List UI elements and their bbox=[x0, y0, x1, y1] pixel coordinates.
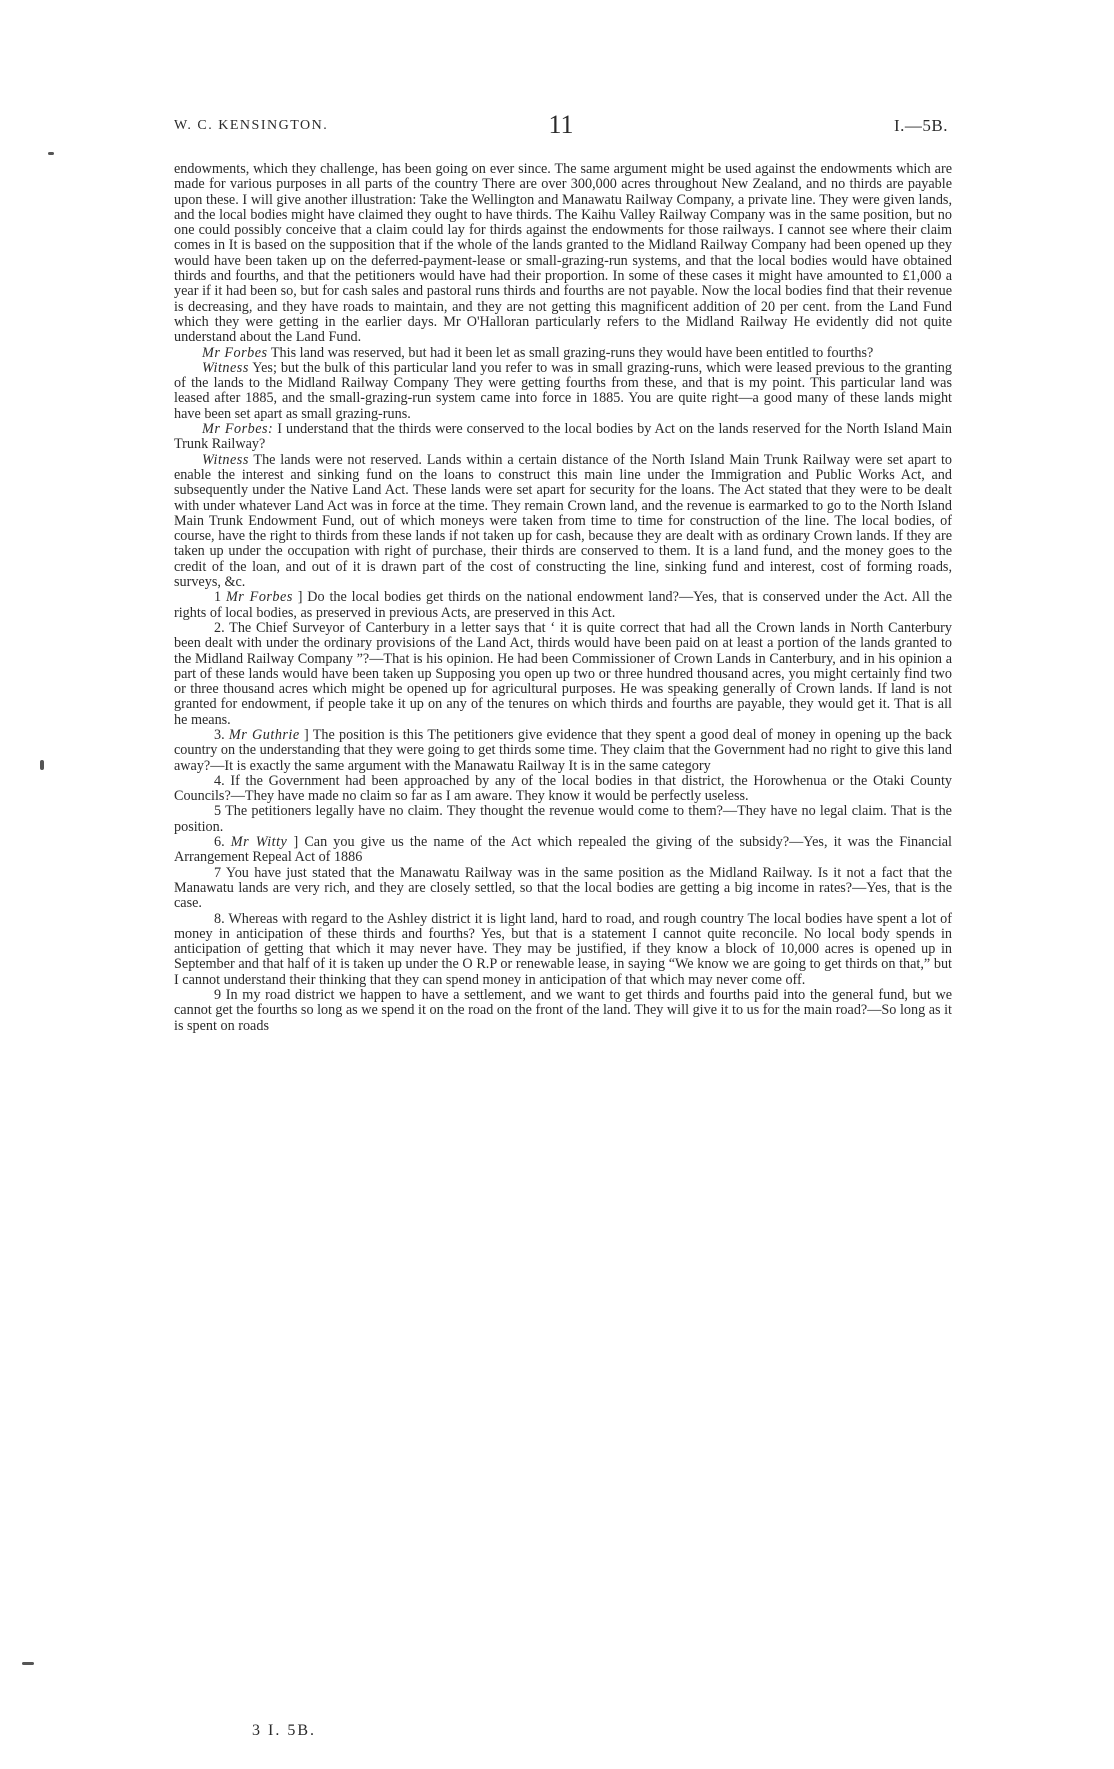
question-paragraph bbox=[174, 866, 952, 912]
question-number: 7 bbox=[214, 864, 222, 881]
paragraph-text: Whereas with regard to the Ashley district it is light land, hard to road, and rough country The local bodies have spent a lot of money in anticipation of these thirds and fourths? Yes, but that is a statement I cannot quite reconcile. No local body spends in anticipation of getting that which it may never have. They may be justified, if they know a block of 10,000 acres is opened up in September and that half of it is taken up under the O R.P or renewable lease, in saying “We know we are going to get thirds on that,” but I cannot understand their thinking that they can spend money in anticipation of that which may never come off. bbox=[174, 910, 953, 988]
paragraph-text: endowments, which they challenge, has been going on ever since. The same argument might be used against the endowments which are made for various purposes in all parts of the country There are over 300,000 acres throughout New Zealand, and no thirds are payable upon these. I will give another illustration: Take the Wellington and Manawatu Railway Company, a private line. They were given lands, and the local bodies might have claimed they ought to have thirds. The Kaihu Valley Railway Company was in the same position, but no one could possibly conceive that a claim could lay for thirds against the endowments for those railways. I cannot see where their claim comes in It is based on the supposition that if the whole of the lands granted to the Midland Railway Company had been opened up they would have been taken up on the deferred-payment-lease or small-grazing-run systems, and that the local bodies would have obtained thirds and fourths, and that the petitioners would have had their proportion. In some of these cases it might have amounted to £1,000 a year if it had been so, but for cash sales and pastoral runs thirds and fourths are not payable. Now the local bodies find that their revenue is decreasing, and they have roads to maintain, and they are not getting this magnificent addition of 20 per cent. from the Land Fund which they were getting in the earlier days. Mr O'Halloran particularly refers to the Midland Railway He evidently did not quite understand about the Land Fund. bbox=[174, 161, 952, 346]
question-paragraph bbox=[174, 774, 952, 805]
paragraph-text: Can you give us the name of the Act which repealed the giving of the subsidy?—Yes, it was the Financial Arrangement Repeal Act of 1886 bbox=[174, 834, 953, 866]
question-number: 1 bbox=[214, 589, 222, 606]
margin-mark bbox=[48, 152, 54, 155]
question-paragraph: 6. Mr Witty ] Can you give us the name of the Act which repealed the giving of the subsidy?—Yes, it was the Financial Arrangement Repeal Act of 1886 bbox=[174, 834, 953, 866]
document-body bbox=[174, 162, 952, 1034]
question-paragraph bbox=[174, 912, 952, 988]
header-witness-name: W. C. KENSINGTON. bbox=[174, 118, 329, 133]
paragraph-text: This land was reserved, but had it been let as small grazing-runs they would have been entitled to fourths? bbox=[270, 344, 874, 361]
speaker: Mr Forbes bbox=[202, 344, 268, 361]
paragraph-text: The Chief Surveyor of Canterbury in a letter says that ‘ it is quite correct that had all the Crown lands in North Canterbury been dealt with under the ordinary provisions of the Land Act, thirds would have been paid on at least a portion of the lands granted to the Midland Railway Company ”?—That is his opinion. He had been Commissioner of Crown Lands in Canterbury, and in his opinion a part of these lands would have been taken up Supposing you open up two or three hundred thousand acres, you might certainly find two or three thousand acres which might be opened up for agricultural purposes. He was speaking generally of Crown lands. If land is not granted for endowment, if people take it up on any of the tenures on which thirds and fourths are payable, they would get it. That is all he means. bbox=[174, 619, 953, 728]
paragraph-text: The lands were not reserved. Lands within a certain distance of the North Island Main Trunk Railway were set apart to enable the interest and sinking fund on the loans to construct this main line under the Immigration and Public Works Act, and subsequently under the Native Land Act. These lands were set apart for security for the loans. The Act stated that they were to be dealt with under whatever Land Act was in force at the time. They remain Crown land, and the revenue is earmarked to go to the North Island Main Trunk Endowment Fund, out of which moneys were taken from time to time for construction of the line. The local bodies, of course, have the right to thirds from these lands if not taken up for cash, because they are dealt with as ordinary Crown lands. If they are taken up under the occupation with right of purchase, their thirds are conserved to them. It is a land fund, and the money goes to the credit of the loan, and out of it is drawn part of the cost of constructing the line, sinking fund and interest, cost of forming roads, surveys, &c. bbox=[174, 451, 952, 591]
paragraph bbox=[174, 162, 952, 346]
paragraph-text: The position is this The petitioners give evidence that they spent a good deal of money in opening up the back country on the understanding that they were going to get thirds some time. They claim that the Government had no right to give this land away?—It is exactly the same argument with the Manawatu Railway It is in the same category bbox=[174, 726, 952, 774]
question-number: 6. bbox=[214, 834, 225, 851]
document-reference: I.—5B. bbox=[894, 116, 948, 135]
page-footer-signature: 3 I. 5B. bbox=[252, 1722, 316, 1739]
question-paragraph bbox=[174, 804, 952, 835]
margin-mark bbox=[40, 760, 44, 770]
paragraph-text: In my road district we happen to have a settlement, and we want to get thirds and fourths paid into the general fund, but we cannot get the fourths so long as we spend it on the road on the front of the land. They will give it to us for the main road?—So long as it is spent on roads bbox=[174, 987, 953, 1034]
paragraph bbox=[174, 453, 952, 591]
paragraph bbox=[174, 346, 952, 361]
question-paragraph: 1 Mr Forbes ] Do the local bodies get thirds on the national endowment land?—Yes, that is conserved under the Act. All the rights of local bodies, as preserved in previous Acts, are preserved in this Act. bbox=[174, 589, 952, 621]
speaker: Mr Forbes bbox=[225, 589, 293, 606]
question-number: 5 bbox=[214, 803, 222, 820]
paragraph bbox=[174, 422, 952, 453]
paragraph bbox=[174, 361, 952, 422]
question-number: 8. bbox=[214, 910, 225, 927]
page-number: 11 bbox=[548, 110, 574, 139]
paragraph-text: You have just stated that the Manawatu Railway was in the same position as the Midland Railway. Is it not a fact that the Manawatu lands are very rich, and they are closely settled, so that the local bodies are getting a big income in rates?—Yes, that is the case. bbox=[174, 864, 953, 912]
question-paragraph bbox=[174, 988, 952, 1034]
question-number: 4. bbox=[214, 772, 225, 789]
speaker: Mr Witty bbox=[230, 834, 288, 851]
question-number: 3. bbox=[214, 726, 225, 743]
speaker: Witness bbox=[202, 451, 249, 468]
margin-mark bbox=[22, 1662, 34, 1665]
paragraph-text: If the Government had been approached by any of the local bodies in that district, the Horowhenua or the Otaki County Councils?—They have made no claim so far as I am aware. They know it would be perfectly useless. bbox=[174, 772, 953, 805]
question-number: 2. bbox=[214, 619, 225, 636]
speaker: Mr Guthrie bbox=[228, 726, 300, 743]
paragraph-text: Yes; but the bulk of this particular land you refer to was in small grazing-runs, which were leased previous to the granting of the lands to the Midland Railway Company They were getting fourths from these, and that is my point. This particular land was leased after 1885, and the small-grazing-run system came into force in 1885. You are quite right—a good many of these lands might have been set apart as small grazing-runs. bbox=[174, 359, 952, 422]
question-paragraph bbox=[174, 621, 952, 728]
page-header bbox=[174, 110, 948, 142]
paragraph-text: Do the local bodies get thirds on the national endowment land?—Yes, that is conserved under the Act. All the rights of local bodies, as preserved in previous Acts, are preserved in this Act. bbox=[174, 589, 952, 621]
speaker: Witness bbox=[202, 359, 249, 376]
question-paragraph: 3. Mr Guthrie ] The position is this The petitioners give evidence that they spent a good deal of money in opening up the back country on the understanding that they were going to get thirds some time. They claim that the Government had no right to give this land away?—It is exactly the same argument with the Manawatu Railway It is in the same category bbox=[174, 726, 952, 774]
question-number: 9 bbox=[214, 987, 222, 1004]
paragraph-text: I understand that the thirds were conserved to the local bodies by Act on the lands reserved for the North Island Main Trunk Railway? bbox=[174, 421, 952, 453]
speaker: Mr Forbes: bbox=[202, 421, 274, 438]
paragraph-text: The petitioners legally have no claim. They thought the revenue would come to them?—They have no legal claim. That is the position. bbox=[174, 803, 952, 835]
